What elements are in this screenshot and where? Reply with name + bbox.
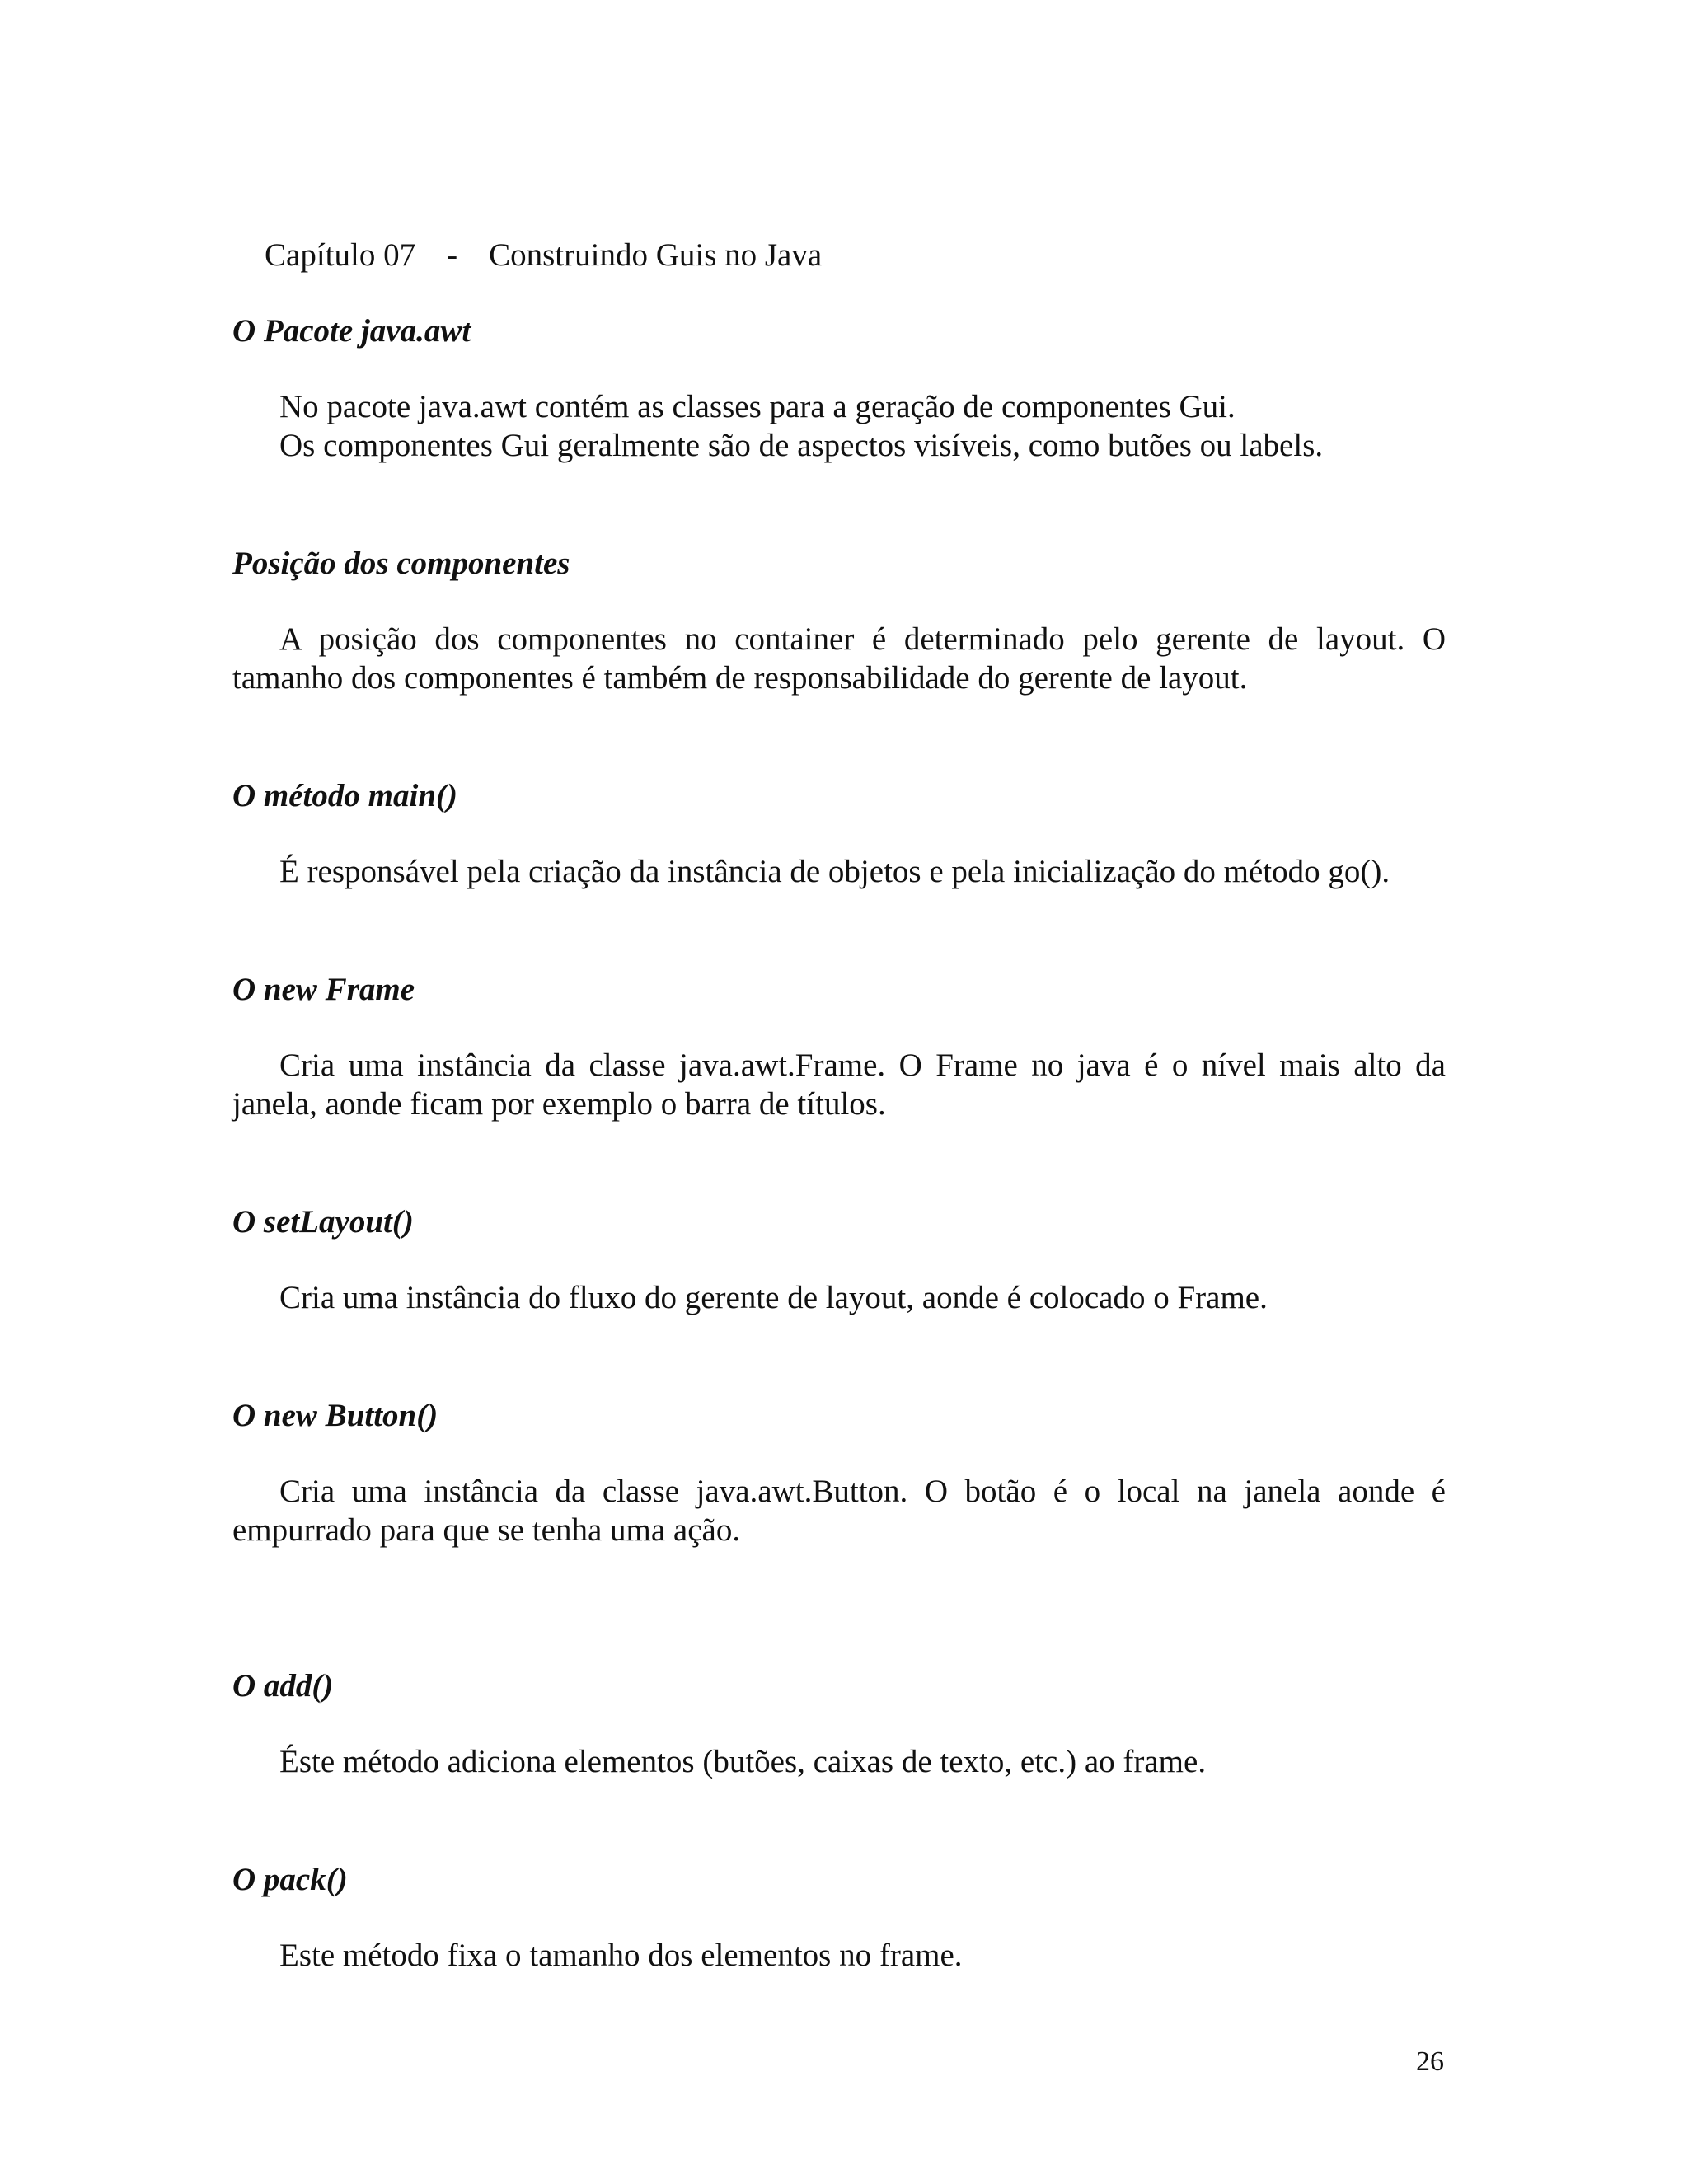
section-paragraph: É responsável pela criação da instância de objetos e pela inicialização do método go(). [279,854,1390,889]
section-heading: O pack() [232,1862,348,1897]
chapter-header [232,191,822,320]
section-paragraph: Cria uma instância do fluxo do gerente de layout, aonde é colocado o Frame. [279,1280,1268,1315]
section-heading: O add() [232,1668,334,1704]
section-paragraph: Éste método adiciona elementos (butões, caixas de texto, etc.) ao frame. [279,1744,1207,1779]
paragraph-line: Os componentes Gui geralmente são de aspectos visíveis, como butões ou labels. [279,428,1324,463]
chapter-label: Capítulo 07 [265,237,416,273]
chapter-title: Construindo Guis no Java [489,237,823,273]
section-paragraph: Cria uma instância da classe java.awt.Frame. O Frame no java é o nível mais alto da janela, aonde ficam por exemplo o barra de títulos. [232,1047,1446,1122]
chapter-separator: - [447,237,458,273]
section-paragraph [232,387,1446,465]
section-paragraph: Este método fixa o tamanho dos elementos no frame. [279,1938,963,1973]
section-heading: O Pacote java.awt [232,313,471,349]
section-heading: Posição dos componentes [232,546,570,581]
section-heading: O método main() [232,778,457,813]
section-heading: O setLayout() [232,1204,414,1240]
section-paragraph: Cria uma instância da classe java.awt.Button. O botão é o local na janela aonde é empurrado para que se tenha uma ação. [232,1474,1446,1548]
section-heading: O new Frame [232,972,415,1007]
page-number: 26 [1416,2046,1444,2077]
paragraph-line: No pacote java.awt contém as classes para a geração de componentes Gui. [279,389,1236,424]
section-paragraph: A posição dos componentes no container é determinado pelo gerente de layout. O tamanho dos componentes é também de responsabilidade do gerente de layout. [232,621,1446,696]
section-heading: O new Button() [232,1398,438,1433]
